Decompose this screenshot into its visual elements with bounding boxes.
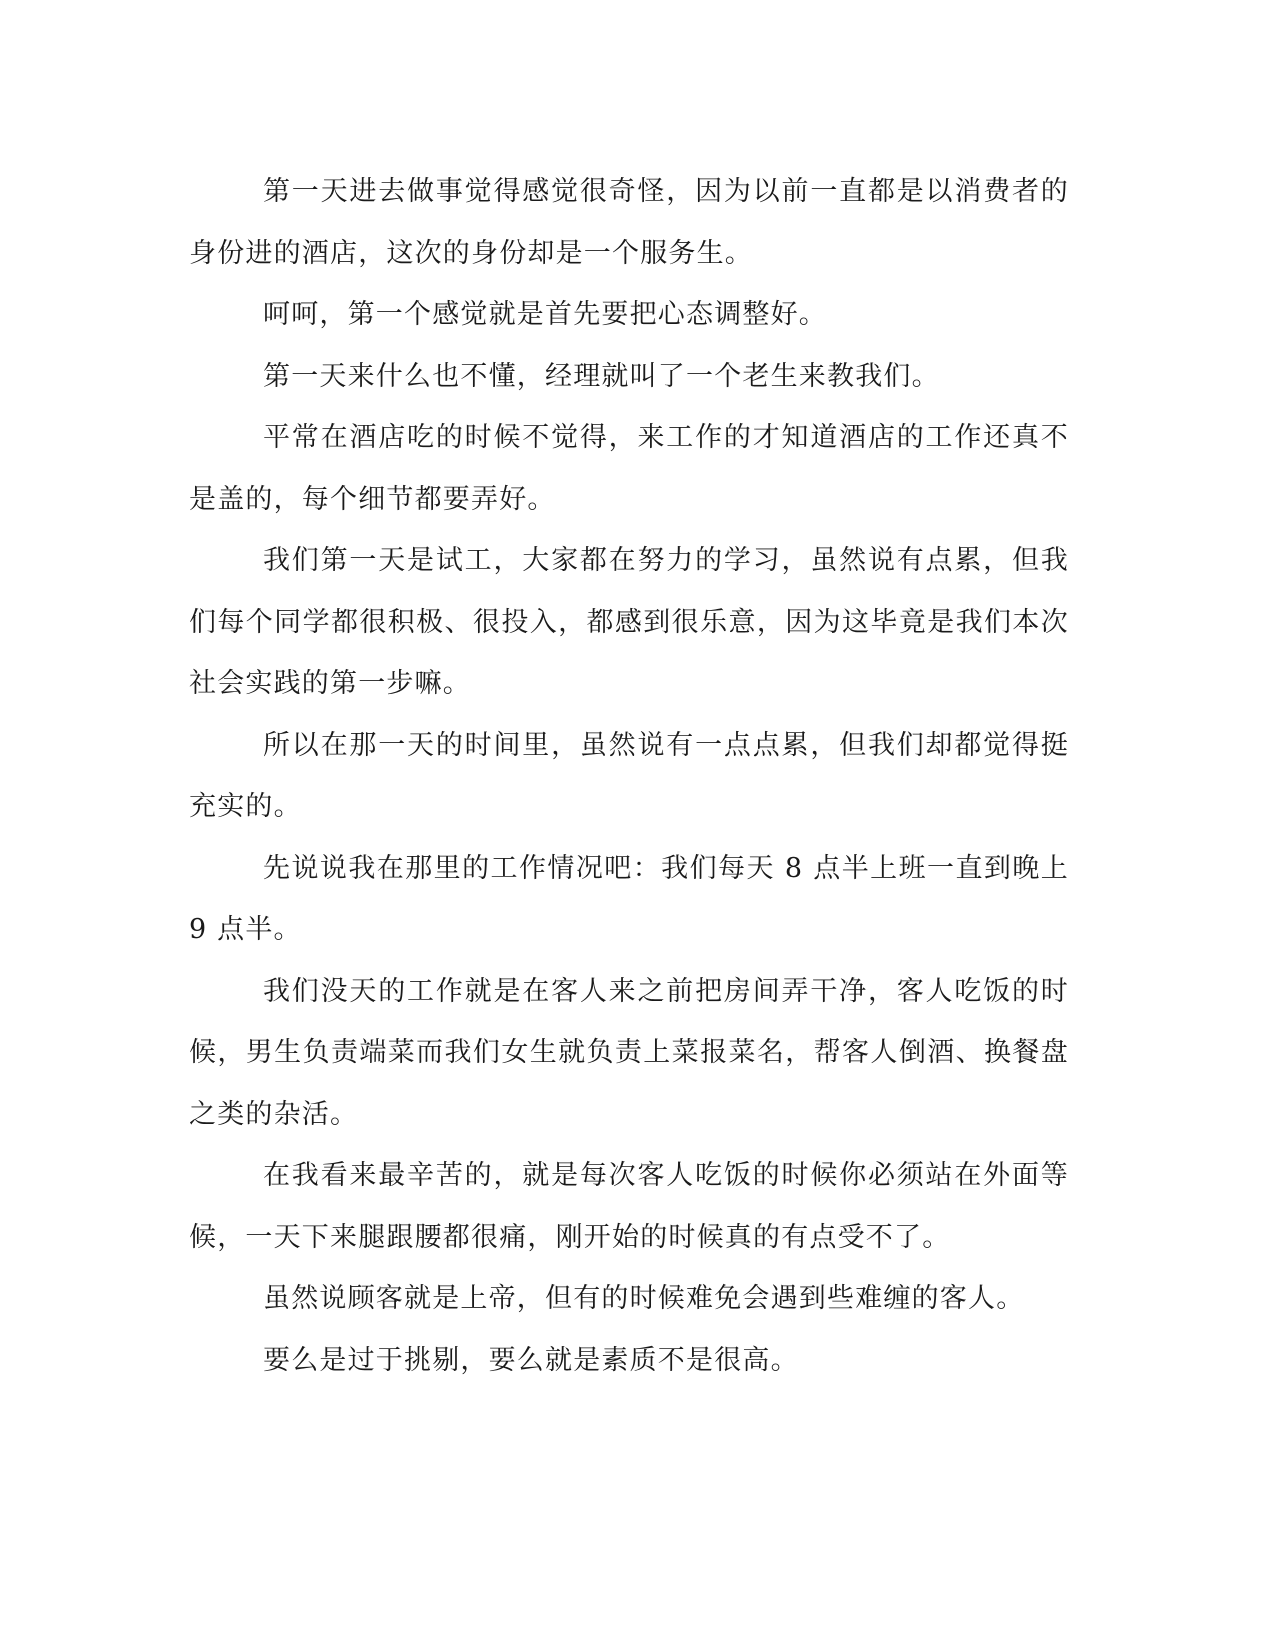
document-body xyxy=(189,161,1069,1391)
paragraph: 第一天来什么也不懂，经理就叫了一个老生来教我们。 xyxy=(263,360,940,392)
paragraph: 要么是过于挑剔，要么就是素质不是很高。 xyxy=(263,1344,799,1376)
paragraph: 平常在酒店吃的时候不觉得，来工作的才知道酒店的工作还真不是盖的，每个细节都要弄好。 xyxy=(189,422,1069,515)
paragraph: 呵呵，第一个感觉就是首先要把心态调整好。 xyxy=(263,299,827,330)
paragraph: 所以在那一天的时间里，虽然说有一点点累，但我们却都觉得挺充实的。 xyxy=(189,729,1069,822)
paragraph: 我们没天的工作就是在客人来之前把房间弄干净，客人吃饭的时候，男生负责端菜而我们女生就负责上菜报菜名，帮客人倒酒、换餐盘之类的杂活。 xyxy=(189,975,1069,1130)
paragraph: 第一天进去做事觉得感觉很奇怪，因为以前一直都是以消费者的身份进的酒店，这次的身份却是一个服务生。 xyxy=(189,176,1069,269)
paragraph: 虽然说顾客就是上帝，但有的时候难免会遇到些难缠的客人。 xyxy=(263,1283,1025,1314)
paragraph: 在我看来最辛苦的，就是每次客人吃饭的时候你必须站在外面等候，一天下来腿跟腰都很痛，刚开始的时候真的有点受不了。 xyxy=(189,1160,1069,1253)
paragraph: 先说说我在那里的工作情况吧：我们每天 8 点半上班一直到晚上 9 点半。 xyxy=(189,852,1069,945)
paragraph: 我们第一天是试工，大家都在努力的学习，虽然说有点累，但我们每个同学都很积极、很投入，都感到很乐意，因为这毕竟是我们本次社会实践的第一步嘛。 xyxy=(189,545,1069,699)
